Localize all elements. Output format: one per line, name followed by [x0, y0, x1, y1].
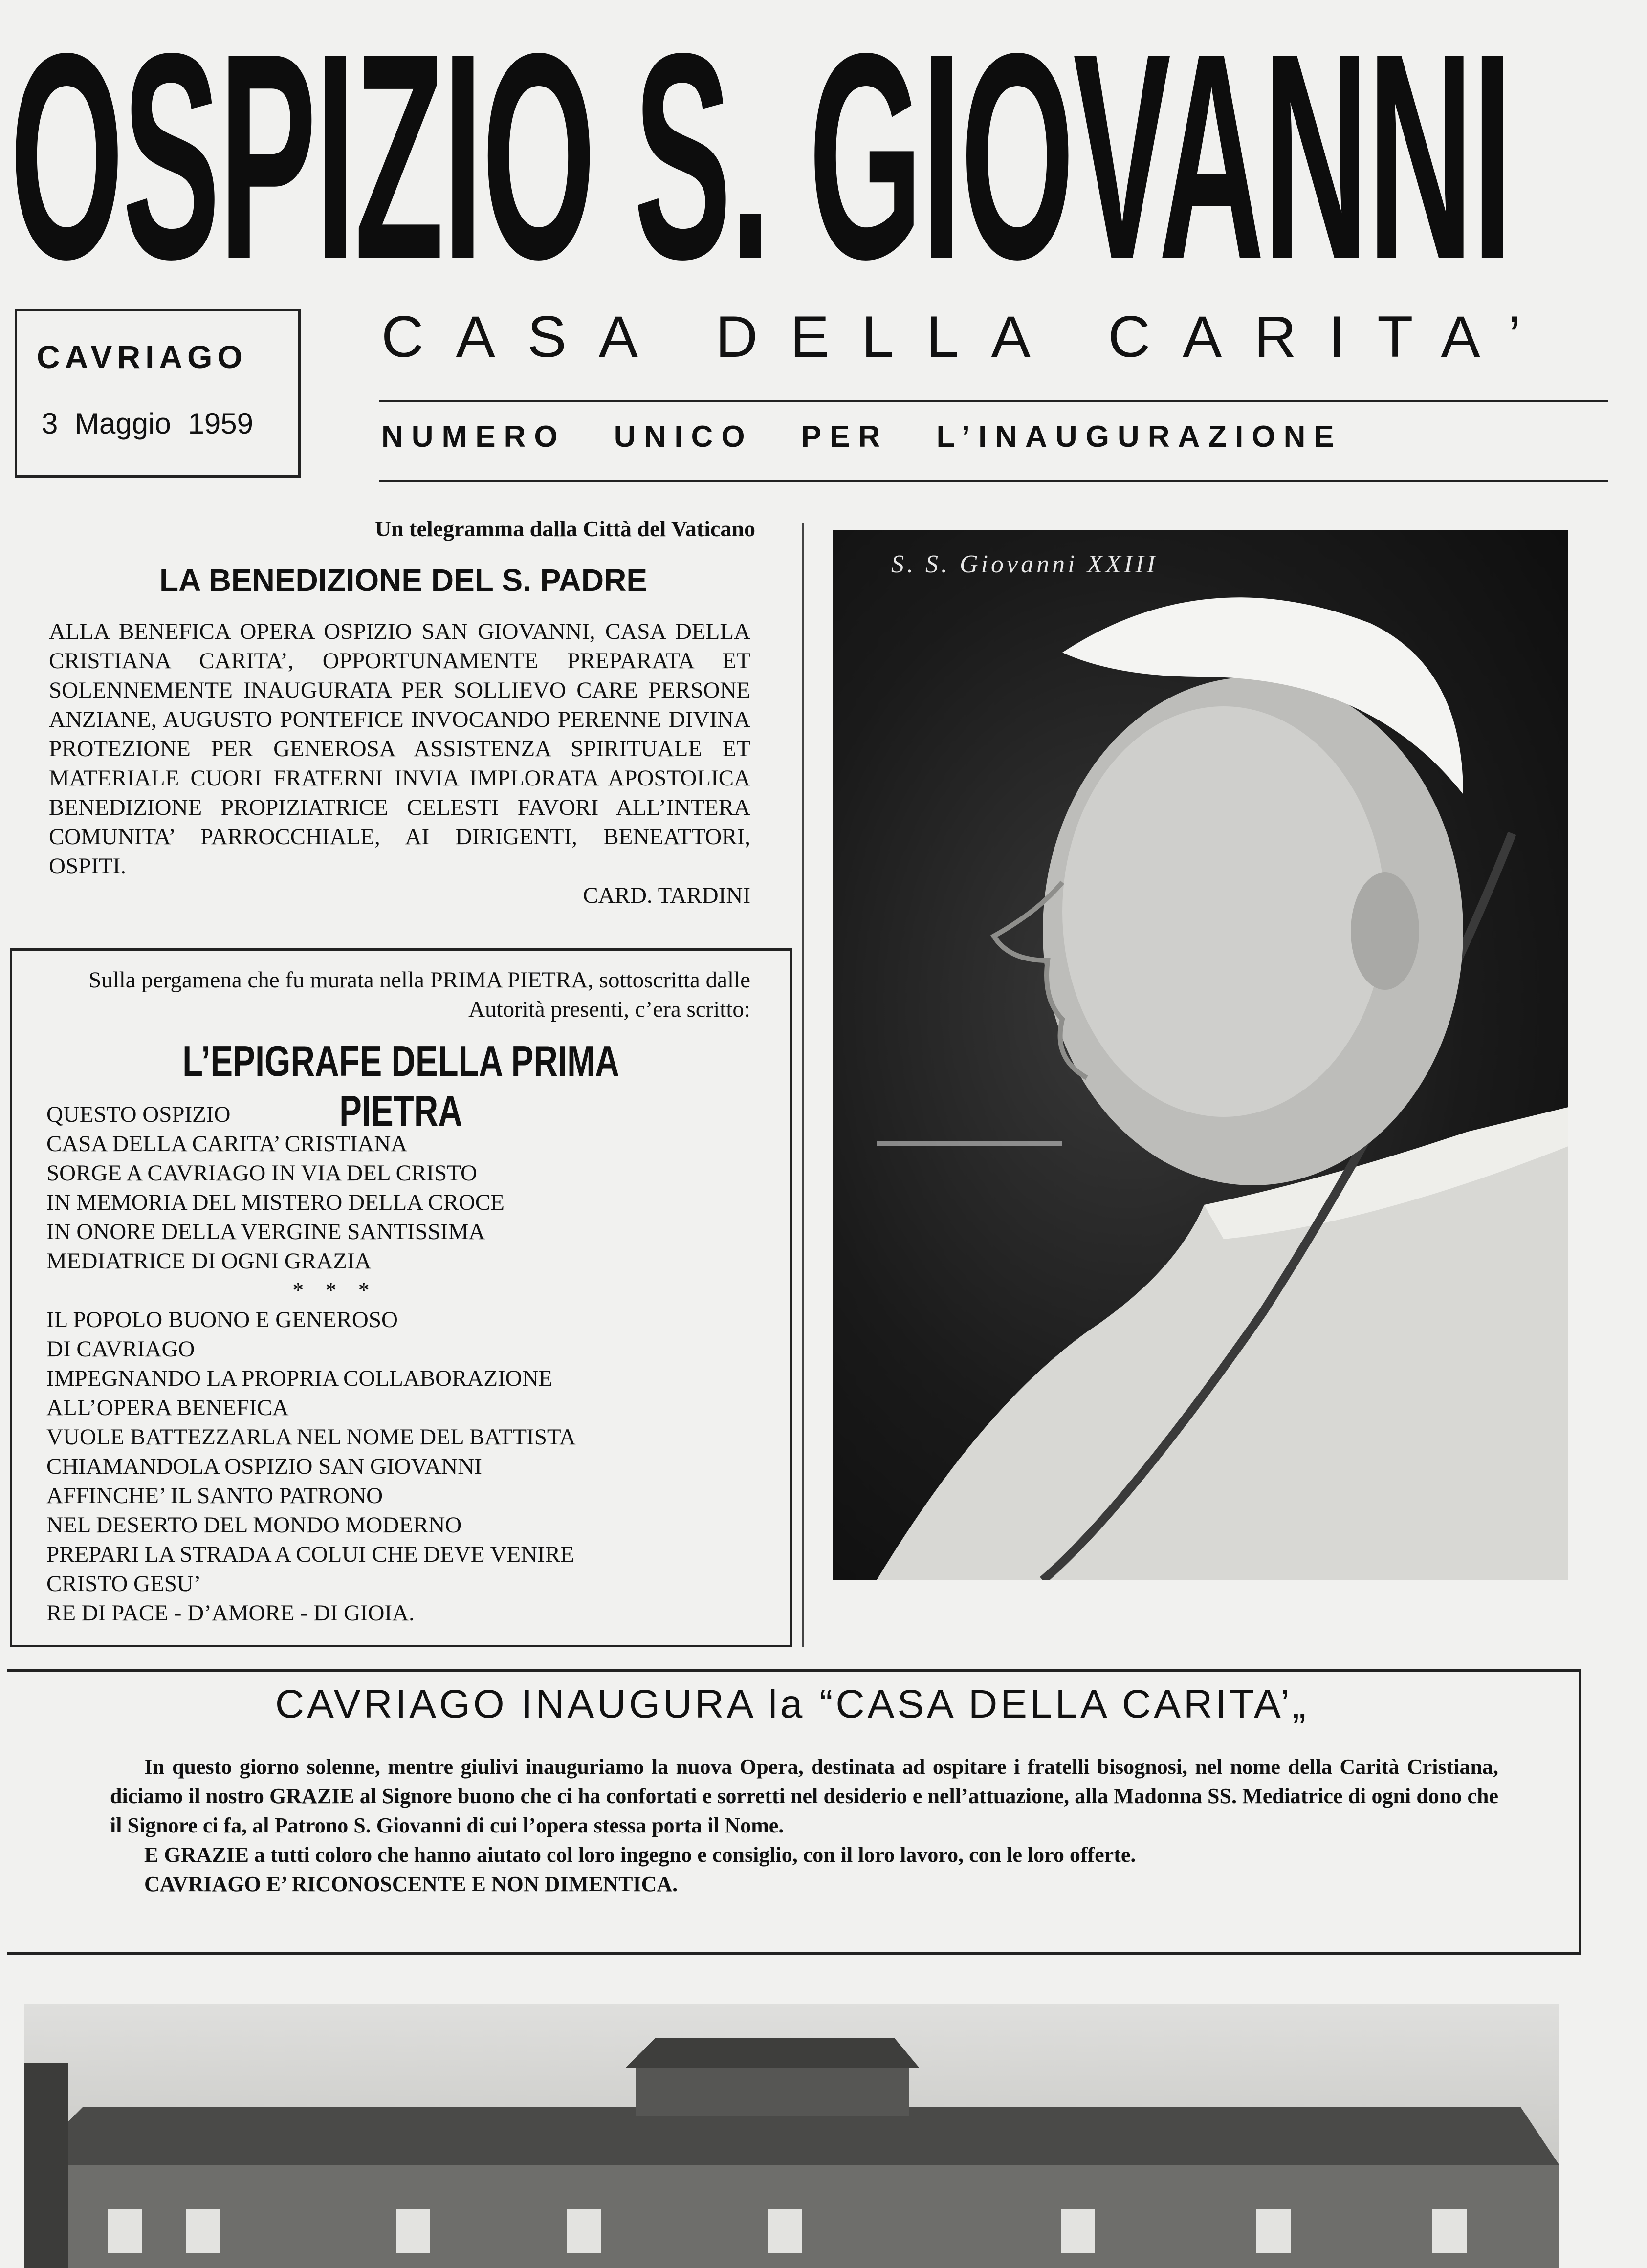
portrait-caption: S. S. Giovanni XXIII: [891, 550, 1159, 578]
epigraph-intro: Sulla pergamena che fu murata nella PRIMA PIETRA, sottoscritta dalle Autorità presenti, c’era scritto:: [88, 967, 750, 1022]
masthead-subtitle: CASA DELLA CARITA’: [381, 304, 1554, 370]
epigraph-line: DI CAVRIAGO: [46, 1336, 195, 1362]
epigraph-separator: * * *: [292, 1278, 377, 1303]
telegram-body: [49, 617, 750, 910]
epigraph-line: IN ONORE DELLA VERGINE SANTISSIMA: [46, 1219, 485, 1244]
building-photo: [24, 2004, 1559, 2268]
epigraph-line: MEDIATRICE DI OGNI GRAZIA: [46, 1248, 372, 1274]
column-divider: [802, 523, 804, 1647]
ear-shape: [1351, 872, 1419, 990]
side-tower: [24, 2063, 68, 2268]
epigraph-line: NEL DESERTO DEL MONDO MODERNO: [46, 1512, 462, 1538]
roof-dormer: [636, 2063, 909, 2116]
inauguration-text: [110, 1752, 1498, 1899]
epigraph-line: SORGE A CAVRIAGO IN VIA DEL CRISTO: [46, 1160, 477, 1186]
date-box: [15, 309, 301, 478]
edition-line: NUMERO UNICO PER L’INAUGURAZIONE: [381, 420, 1342, 454]
epigraph-headline: L’EPIGRAFE DELLA PRIMA PIETRA: [182, 1037, 619, 1135]
epigraph-line: IN MEMORIA DEL MISTERO DELLA CROCE: [46, 1190, 505, 1215]
epigraph-line: PREPARI LA STRADA A COLUI CHE DEVE VENIRE: [46, 1542, 574, 1567]
masthead-rule-bottom: [379, 480, 1608, 482]
telegram-signature: CARD. TARDINI: [583, 883, 750, 908]
epigraph-line: IMPEGNANDO LA PROPRIA COLLABORAZIONE: [46, 1366, 553, 1391]
masthead-rule-top: [379, 400, 1608, 402]
epigraph-line: ALL’OPERA BENEFICA: [46, 1395, 289, 1420]
epigraph-line: CRISTO GESU’: [46, 1571, 201, 1596]
epigraph-text: [46, 1100, 750, 1628]
face-highlight: [1062, 706, 1385, 1117]
issue-date: 3 Maggio 1959: [42, 407, 253, 440]
pope-portrait-photo: [833, 530, 1568, 1580]
inauguration-headline: CAVRIAGO INAUGURA la “CASA DELLA CARITA’„: [275, 1682, 1309, 1726]
portrait-figure: [833, 530, 1568, 1580]
epigraph-line: CASA DELLA CARITA’ CRISTIANA: [46, 1131, 408, 1156]
epigraph-line: QUESTO OSPIZIO: [46, 1102, 231, 1127]
epigraph-line: IL POPOLO BUONO E GENEROSO: [46, 1307, 398, 1332]
inauguration-paragraph: In questo giorno solenne, mentre giulivi inauguriamo la nuova Opera, destinata ad ospitare i fratelli bisognosi, nel nome della Carità Cristiana, diciamo il nostro GRAZIE al Signore buono che ci ha confortati e sorretti nel desiderio e nell’attuazione, alla Madonna SS. Mediatrice di ogni dono che il Signore ci fa, al Patrono S. Giovanni di cui l’opera stessa porta il Nome.: [110, 1755, 1498, 1837]
epigraph-line: RE DI PACE - D’AMORE - DI GIOIA.: [46, 1600, 415, 1626]
dormer-roof: [626, 2038, 919, 2068]
town-name: CAVRIAGO: [37, 339, 247, 375]
background-lights: [877, 1141, 1062, 1146]
telegram-text: ALLA BENEFICA OPERA OSPIZIO SAN GIOVANNI, CASA DELLA CRISTIANA CARITA’, OPPORTUNAMENTE PREPARATA ET SOLENNEMENTE INAUGURATA PER SOLLIEVO CARE PERSONE ANZIANE, AUGUSTO PONTEFICE INVOCANDO PERENNE DIVINA PROTEZIONE PER GENEROSA ASSISTENZA SPIRITUALE ET MATERIALE CUORI FRATERNI INVIA IMPLORATA APOSTOLICA BENEDIZIONE PROPIZIATRICE CELESTI FAVORI ALL’INTERA COMUNITA’ PARROCCHIALE, AI DIRIGENTI, BENEATTORI, OSPITI.: [49, 619, 750, 879]
building-illustration: [24, 2004, 1559, 2268]
epigraph-line: AFFINCHE’ IL SANTO PATRONO: [46, 1483, 383, 1508]
epigraph-line: CHIAMANDOLA OSPIZIO SAN GIOVANNI: [46, 1454, 482, 1479]
inauguration-paragraph: CAVRIAGO E’ RICONOSCENTE E NON DIMENTICA.: [144, 1872, 678, 1896]
epigraph-line: VUOLE BATTEZZARLA NEL NOME DEL BATTISTA: [46, 1424, 576, 1450]
telegram-intro: Un telegramma dalla Città del Vaticano: [374, 516, 755, 541]
telegram-headline: LA BENEDIZIONE DEL S. PADRE: [159, 563, 648, 598]
masthead-title: OSPIZIO S. GIOVANNI: [10, 0, 1512, 320]
inauguration-paragraph: E GRAZIE a tutti coloro che hanno aiutato col loro ingegno e consiglio, con il loro lavoro, con le loro offerte.: [144, 1843, 1136, 1867]
